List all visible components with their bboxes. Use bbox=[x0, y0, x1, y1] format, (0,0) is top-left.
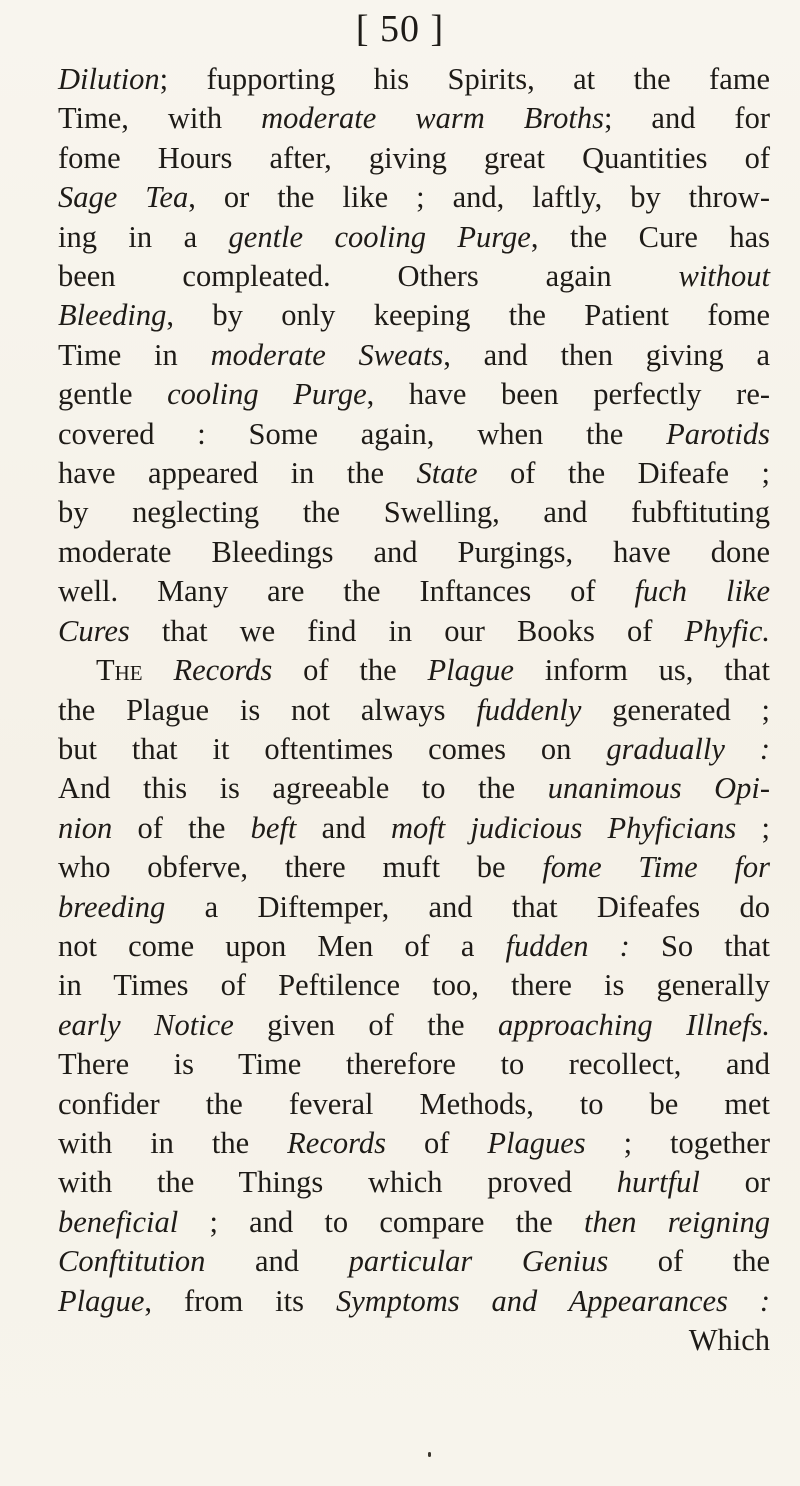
text-line bbox=[58, 927, 770, 966]
text-run: , by only keeping the Patient fome bbox=[166, 298, 770, 333]
text-line bbox=[58, 730, 770, 769]
text-line bbox=[58, 1045, 770, 1084]
text-run: There is Time therefore to recollect, and bbox=[58, 1047, 770, 1082]
text-line bbox=[58, 533, 770, 572]
text-line bbox=[58, 651, 770, 690]
text-run: but that it oftentimes comes on bbox=[58, 731, 607, 766]
text-run: and bbox=[296, 810, 391, 845]
text-line bbox=[58, 296, 770, 335]
text-run bbox=[143, 653, 174, 687]
text-line bbox=[58, 415, 770, 454]
italic-text: Bleeding bbox=[58, 298, 167, 333]
text-run: who obferve, there muft be bbox=[58, 850, 543, 885]
text-run: with the Things which proved bbox=[58, 1165, 617, 1200]
text-run: and bbox=[205, 1244, 349, 1279]
italic-text: Parotids bbox=[666, 416, 770, 451]
italic-text: Sage Tea bbox=[58, 180, 189, 215]
text-line bbox=[58, 1163, 770, 1202]
text-run: , or the like ; and, laftly, by throw- bbox=[188, 180, 770, 215]
text-run: , have been perfectly re- bbox=[366, 377, 771, 412]
italic-text: Cures bbox=[58, 613, 130, 648]
small-caps-text: The bbox=[96, 653, 143, 688]
italic-text: Dilution bbox=[58, 62, 160, 96]
text-line bbox=[58, 966, 770, 1005]
text-line bbox=[58, 336, 770, 375]
text-run: not come upon Men of a bbox=[58, 928, 506, 963]
text-run: ing in a bbox=[58, 219, 229, 254]
text-run: given of the bbox=[233, 1007, 498, 1042]
text-run: generated ; bbox=[581, 692, 770, 727]
italic-text: gradually : bbox=[606, 731, 770, 766]
text-run: ; bbox=[736, 810, 770, 845]
text-line bbox=[58, 1085, 770, 1124]
text-line bbox=[58, 218, 770, 257]
text-run: of bbox=[385, 1125, 488, 1160]
text-line bbox=[58, 691, 770, 730]
italic-text: fome Time for bbox=[542, 850, 770, 885]
italic-text: fudden : bbox=[505, 928, 630, 963]
text-run: fome Hours after, giving great Quantities of bbox=[58, 140, 770, 175]
text-line bbox=[58, 769, 770, 808]
text-line bbox=[58, 60, 770, 99]
italic-text: unanimous Opi- bbox=[547, 771, 770, 806]
text-run: that we find in our Books of bbox=[129, 613, 685, 648]
text-line bbox=[58, 612, 770, 651]
italic-text: moderate warm Broths bbox=[261, 101, 604, 136]
text-line bbox=[58, 454, 770, 493]
body-text bbox=[58, 60, 770, 1360]
italic-text: breeding bbox=[58, 889, 166, 924]
italic-text: Records bbox=[173, 653, 273, 688]
text-line bbox=[58, 178, 770, 217]
text-run: Time in bbox=[58, 337, 211, 372]
italic-text: nion bbox=[58, 810, 113, 845]
italic-text: beft bbox=[250, 810, 297, 845]
italic-text: Plagues bbox=[487, 1125, 586, 1160]
text-run: have appeared in the bbox=[58, 456, 417, 491]
text-run: , and then giving a bbox=[443, 337, 770, 372]
text-run: ; together bbox=[585, 1125, 770, 1160]
italic-text: fuch like bbox=[634, 574, 770, 609]
text-line bbox=[58, 809, 770, 848]
text-run: And this is agreeable to the bbox=[58, 771, 548, 806]
italic-text: moderate Sweats bbox=[210, 337, 444, 372]
text-run: Time, with bbox=[58, 101, 262, 136]
text-run: of the Difeafe ; bbox=[477, 456, 770, 491]
text-run: moderate Bleedings and Purgings, have done bbox=[58, 534, 770, 569]
text-run: the Plague is not always bbox=[58, 692, 477, 727]
italic-text: gentle cooling Purge bbox=[228, 219, 531, 254]
text-run: ; fupporting his Spirits, at the fame bbox=[159, 62, 770, 96]
text-line bbox=[58, 1203, 770, 1242]
italic-text: Plague bbox=[427, 653, 514, 688]
text-run: gentle bbox=[58, 377, 168, 412]
text-run: been compleated. Others again bbox=[58, 259, 679, 294]
italic-text: without bbox=[678, 259, 770, 294]
italic-text: early Notice bbox=[58, 1007, 234, 1042]
text-run: by neglecting the Swelling, and fubftituting bbox=[58, 495, 770, 530]
text-line bbox=[58, 1124, 770, 1163]
text-line bbox=[58, 375, 770, 414]
text-run: inform us, that bbox=[513, 653, 770, 688]
italic-text: Symptoms and Appearances : bbox=[335, 1283, 770, 1318]
italic-text: approaching Illnefs. bbox=[497, 1007, 770, 1042]
text-line bbox=[58, 1321, 770, 1360]
italic-text: then reigning bbox=[584, 1204, 770, 1239]
text-line bbox=[58, 493, 770, 532]
text-run: of the bbox=[112, 810, 251, 845]
text-line bbox=[58, 848, 770, 887]
italic-text: Phyfic. bbox=[684, 613, 770, 648]
italic-text: cooling Purge bbox=[167, 377, 367, 412]
text-run: , from its bbox=[144, 1283, 336, 1318]
italic-text: Plague bbox=[58, 1283, 145, 1318]
text-run: or bbox=[699, 1165, 770, 1200]
text-run: , the Cure has bbox=[530, 219, 770, 254]
text-run: with in the bbox=[58, 1125, 288, 1160]
italic-text: Records bbox=[287, 1125, 386, 1160]
page-number: [ 50 ] bbox=[355, 8, 445, 50]
text-run: of the bbox=[272, 653, 428, 688]
italic-text: hurtful bbox=[616, 1165, 700, 1200]
text-line bbox=[58, 257, 770, 296]
text-line bbox=[58, 572, 770, 611]
text-line bbox=[58, 1282, 770, 1321]
text-run: covered : Some again, when the bbox=[58, 416, 667, 451]
italic-text: particular Genius bbox=[348, 1244, 609, 1279]
text-run: ; and for bbox=[603, 101, 770, 136]
text-run: of the bbox=[608, 1244, 770, 1279]
italic-text: fuddenly bbox=[476, 692, 582, 727]
text-run: Which bbox=[688, 1323, 770, 1357]
italic-text: Conftitution bbox=[58, 1244, 206, 1279]
italic-text: moft judicious Phyficians bbox=[390, 810, 737, 845]
text-run: in Times of Peftilence too, there is generally bbox=[58, 968, 770, 1003]
text-line bbox=[58, 139, 770, 178]
text-run: a Diftemper, and that Difeafes do bbox=[165, 889, 770, 924]
text-run: So that bbox=[629, 928, 770, 963]
italic-text: State bbox=[416, 456, 478, 491]
text-run: confider the feveral Methods, to be met bbox=[58, 1086, 770, 1121]
italic-text: beneficial bbox=[58, 1204, 179, 1239]
text-run: ; and to compare the bbox=[178, 1204, 585, 1239]
text-line bbox=[58, 1006, 770, 1045]
text-line bbox=[58, 99, 770, 138]
paper-speck bbox=[428, 1452, 431, 1457]
text-line bbox=[58, 1242, 770, 1281]
text-line bbox=[58, 888, 770, 927]
text-run: well. Many are the Inftances of bbox=[58, 574, 635, 609]
